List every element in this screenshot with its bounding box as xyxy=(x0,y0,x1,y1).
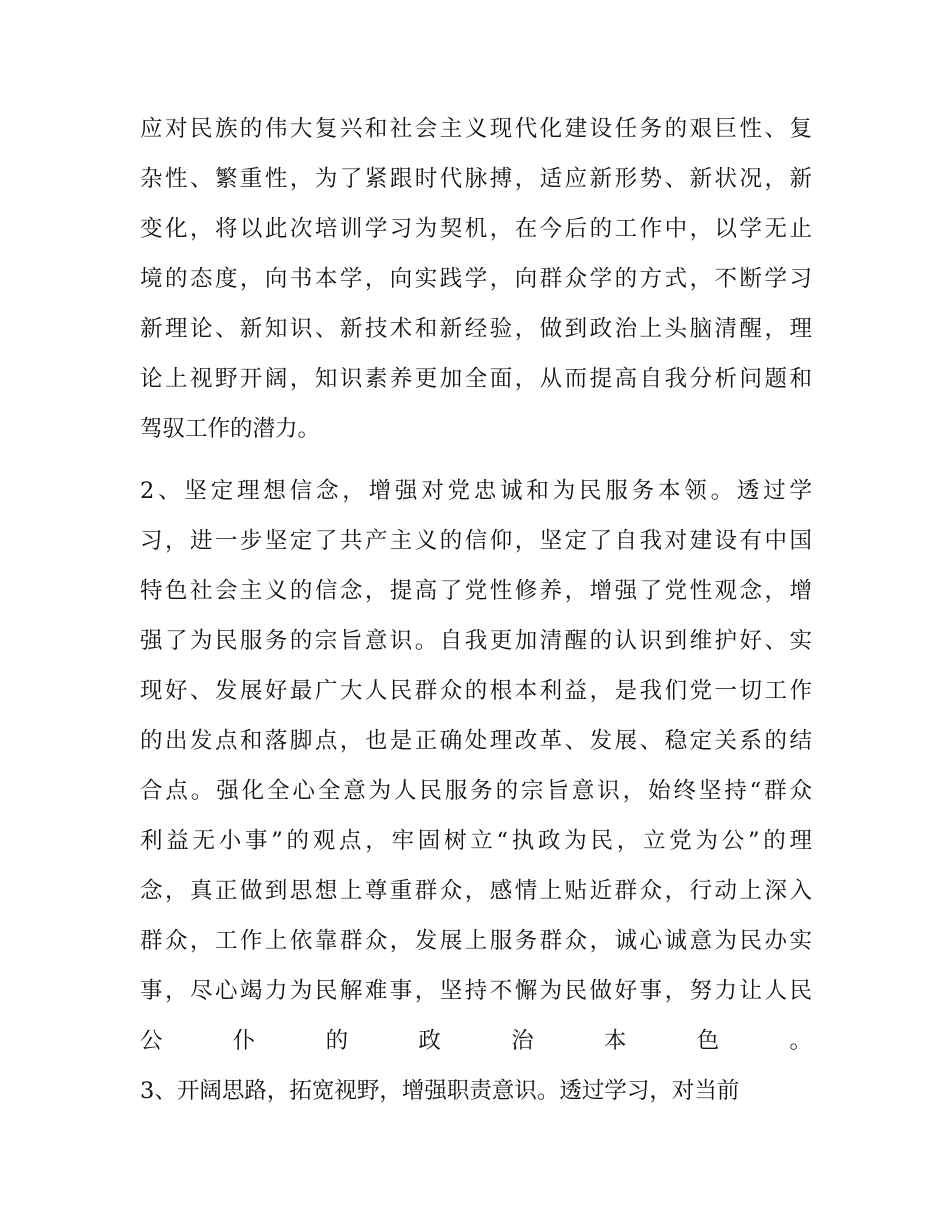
text-line: 特色社会主义的信念，提高了党性修养，增强了党性观念，增 xyxy=(140,578,812,604)
text-line: 变化，将以此次培训学习为契机，在今后的工作中，以学无止 xyxy=(140,216,812,242)
text-line: 习，进一步坚定了共产主义的信仰，坚定了自我对建设有中国 xyxy=(140,528,812,554)
text-line: 利益无小事”的观点，牢固树立“执政为民，立党为公”的理 xyxy=(140,828,812,854)
text-line: 应对民族的伟大复兴和社会主义现代化建设任务的艰巨性、复 xyxy=(140,116,812,142)
text-line: 事，尽心竭力为民解难事，坚持不懈为民做好事，努力让人民 xyxy=(140,978,812,1004)
text-line: 强了为民服务的宗旨意识。自我更加清醒的认识到维护好、实 xyxy=(140,628,812,654)
text-line: 新理论、新知识、新技术和新经验，做到政治上头脑清醒，理 xyxy=(140,316,812,342)
text-line: 群众，工作上依靠群众，发展上服务群众，诚心诚意为民办实 xyxy=(140,928,812,954)
text-line: 现好、发展好最广大人民群众的根本利益，是我们党一切工作 xyxy=(140,678,812,704)
text-line: 杂性、繁重性，为了紧跟时代脉搏，适应新形势、新状况，新 xyxy=(140,166,812,192)
text-line: 的出发点和落脚点，也是正确处理改革、发展、稳定关系的结 xyxy=(140,728,812,754)
section-heading-2: 2、坚定理想信念，增强对党忠诚和为民服务本领。透过学 xyxy=(140,478,812,504)
text-line: 驾驭工作的潜力。 xyxy=(140,416,321,442)
document-body xyxy=(140,104,812,1116)
text-line: 论上视野开阔，知识素养更加全面，从而提高自我分析问题和 xyxy=(140,366,812,392)
text-line: 3、开阔思路，拓宽视野，增强职责意识。透过学习，对当前 xyxy=(140,1078,740,1104)
text-line: 境的态度，向书本学，向实践学，向群众学的方式，不断学习 xyxy=(140,266,812,292)
text-line: 合点。强化全心全意为人民服务的宗旨意识，始终坚持“群众 xyxy=(140,778,812,804)
text-line: 念，真正做到思想上尊重群众，感情上贴近群众，行动上深入 xyxy=(140,878,812,904)
text-line: 公仆的政治本色。 xyxy=(140,1028,812,1054)
